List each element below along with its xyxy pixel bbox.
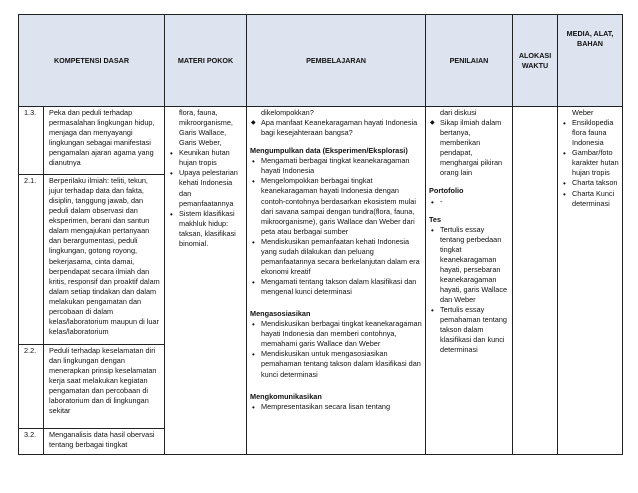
materi-list [168,148,243,249]
kd-number: 1.3. [19,107,44,175]
penilaian-intro-list [429,118,509,178]
list-item: • Keunikan hutan hujan tropis [168,148,243,168]
penilaian-cell [426,107,513,455]
list-item: • Sistem klasifikasi makhluk hidup: taksan, klasifikasi binomial. [168,209,243,249]
list-item: • Charta Kunci determinasi [561,189,619,209]
kd-number: 2.2. [19,345,44,429]
penilaian-intro: dari diskusi [440,108,477,117]
table-row [19,107,623,175]
header-row [19,15,623,107]
list-item: • Charta takson [561,178,619,188]
list-item: • Mengamati tentang takson dalam klasifikasi dan mengenal kunci determinasi [250,277,422,297]
list-item: • Mendiskusikan pemanfaatan kehati Indonesia yang sudah dilakukan dan peluang pemanfaatannya secara berkelanjutan dalam era ekonomi kreatif [250,237,422,277]
pembelajaran-intro: dikelompokkan? [261,108,314,117]
list-item: • Mengelompokkan berbagai tingkat keanekaragaman hayati Indonesia dengan contoh-contohnya berdasarkan ekosistem mulai dari savana sampai dengan tundra(flora, fauna, mikroorganisme), garis Wallace dan Weber dari peta atau berbagai sumber [250,176,422,236]
list-item: • Tertulis essay tentang perbedaan tingkat keanekaragaman hayati, persebaran keanekaragaman hayati, garis Wallace dan Weber [429,225,509,306]
section-list [250,319,422,379]
syllabus-table [18,14,623,455]
list-item: ◆ Sikap ilmiah dalam bertanya, memberikan pendapat, menghargai pikiran orang lain [429,118,509,178]
media-intro: Weber [572,108,594,117]
list-item: • Upaya pelestarian kehati Indonesia dan pemanfaatannya [168,168,243,208]
tes-list [429,225,509,356]
kd-number: 2.1. [19,175,44,345]
section-list [250,402,422,412]
portofolio-list [429,197,509,207]
media-cell [558,107,623,455]
kd-text: Peka dan peduli terhadap permasalahan lingkungan hidup, menjaga dan menyayangi lingkungan sebagai manifestasi pengamalan ajaran agama yang dianutnya [44,107,165,175]
section-title: Mengasosiasikan [250,309,311,319]
kd-number: 3.2. [19,429,44,455]
list-item: • Tertulis essay pemahaman tentang takson dalam klasifikasi dan kunci determinasi [429,305,509,355]
header-kompetensi-dasar: KOMPETENSI DASAR [19,15,165,107]
header-pembelajaran: PEMBELAJARAN [247,15,426,107]
pembelajaran-cell [247,107,426,455]
list-item: • Ensiklopedia flora fauna Indonesia [561,118,619,148]
list-item: • Mendiskusikan berbagai tingkat keanekaragaman hayati Indonesia dan memberi contohnya, memahami garis Wallace dan Weber [250,319,422,349]
media-list [561,118,619,209]
list-item: • Mengamati berbagai tingkat keanekaragaman hayati Indonesia [250,156,422,176]
section-title: Mengkomunikasikan [250,391,322,401]
kd-text: Menganalisis data hasil obervasi tentang berbagai tingkat [44,429,165,455]
section-list [250,156,422,297]
kd-text: Berperilaku ilmiah: teliti, tekun, jujur terhadap data dan fakta, disiplin, tanggung jawab, dan peduli dalam observasi dan eksperimen, berani dan santun dalam mengajukan pertanyaan dan berargumentasi, peduli lingkungan, gotong royong, bekerjasama, cinta damai, berpendapat secara ilmiah dan kritis, responsif dan proaktif dalam dalam setiap tindakan dan dalam melakukan pengamatan dan percobaan di dalam kelas/laboratorium maupun di luar kelas/laboratorium [44,175,165,345]
list-item: • Mempresentasikan secara lisan tentang [250,402,422,412]
list-item: • Gambar/foto karakter hutan hujan tropis [561,148,619,178]
list-item: ◆ Apa manfaat Keanekaragaman hayati Indonesia bagi kesejahteraan bangsa? [250,118,422,138]
list-item: • - [429,197,509,207]
materi-intro: flora, fauna, mikroorganisme, Garis Wallace, Garis Weber, [179,108,233,148]
header-penilaian: PENILAIAN [426,15,513,107]
header-media: MEDIA, ALAT, BAHAN [558,15,623,107]
list-item: • Mendiskusikan untuk mengasosiasikan pemahaman tentang takson dalam klasifikasi dan kunci determinasi [250,349,422,379]
portofolio-title: Portofolio [429,186,464,196]
materi-cell [165,107,247,455]
header-alokasi-waktu: ALOKASI WAKTU [513,15,558,107]
section-title: Mengumpulkan data (Eksperimen/Eksplorasi) [250,146,408,156]
pembelajaran-intro-list [250,118,422,138]
header-materi-pokok: MATERI POKOK [165,15,247,107]
kd-text: Peduli terhadap keselamatan diri dan lingkungan dengan menerapkan prinsip keselamatan kerja saat melakukan kegiatan pengamatan dan percobaan di laboratorium dan di lingkungan sekitar [44,345,165,429]
alokasi-cell [513,107,558,455]
tes-title: Tes [429,214,442,224]
